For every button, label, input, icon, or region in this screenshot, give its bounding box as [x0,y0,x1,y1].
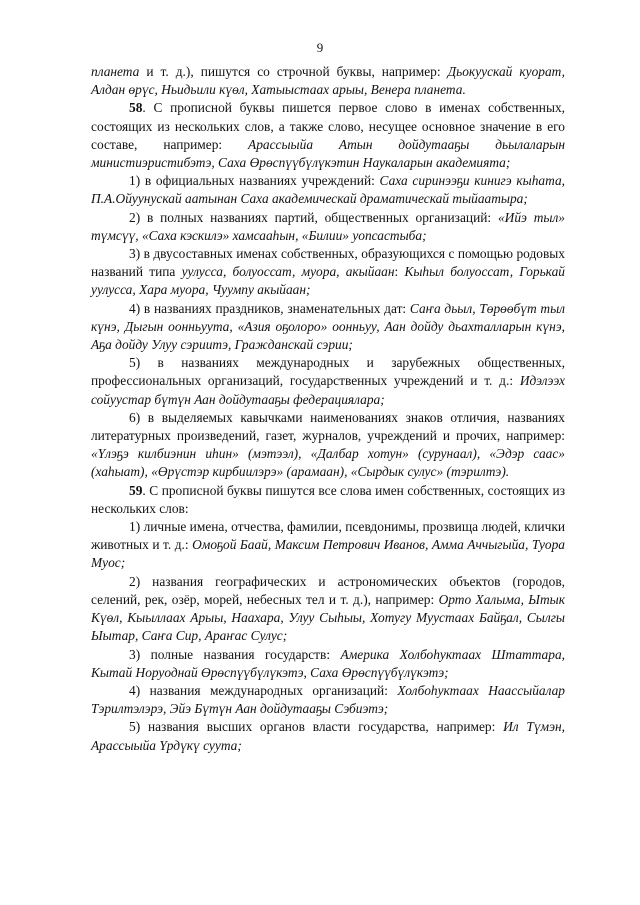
paragraph [91,646,565,682]
paragraph-text: . С прописной буквы пишется первое слово в именах собственных, состоящих из нескольких слов, а также слово, несущее основное значение в его составе, например: [91,100,565,152]
example-text: Саҥа дьыл, Төрөөбүт тыл күнэ, Дыгын оонньуута, «Азия оҕолоро» оонньуу, Аан дойду дьахталларын күнэ, Аҕа дойду Улуу сэриитэ, Гражданскай сэрии; [91,300,565,353]
example-text: Идэлээх сойуустар бүтүн Аан дойдутааҕы федерациялара; [91,373,565,407]
paragraph [91,354,565,409]
paragraph-text: 5) в названиях международных и зарубежных общественных, профессиональных организаций, государственных учреждений и т. д.: [91,355,565,389]
example-text: «Ийэ тыл» түмсүү, «Саха кэскилэ» хамсааһын, «Билии» уопсастыба; [91,209,566,243]
page-number: 9 [316,40,324,55]
paragraph-text: 2) в полных названиях партий, общественных организаций: [129,209,498,225]
example-text: Ил Түмэн, Арассыыйа Үрдүкү суута; [91,719,565,753]
paragraph [91,482,565,518]
example-text: Холбоһуктаах Наассыйалар Тэрилтэлэрэ, Эйэ Бүтүн Аан дойдутааҕы Сэбиэтэ; [91,682,565,717]
paragraph [91,718,565,754]
example-text: Америка Холбоһуктаах Штаттара, Кытай Норуоднай Өрөспүүбүлүкэтэ, Саха Өрөспүүбүлүкэтэ; [91,646,565,680]
paragraph [91,99,565,172]
paragraph-text: 3) полные названия государств: [129,646,341,662]
paragraph [91,300,565,355]
example-text: Кыһыл болуоссат, Горькай уулусса, Хара муора, Чуумпу акыйаан; [91,264,565,298]
example-text: Орто Халыма, Ытык Күөл, Кыыллаах Арыы, Наахара, Улуу Сыһыы, Хотугу Муустаах Байҕал, Сылгы Ыытар, Саҥа Сир, Араҥас Сулус; [91,591,565,644]
section-number: 58 [129,100,143,116]
paragraph-text: 4) в названиях праздников, знаменательных дат: [129,300,410,316]
paragraph [91,409,565,482]
paragraph-text: 3) в двусоставных именах собственных, образующихся с помощью родовых названий типа [91,246,565,280]
example-text: Дьокуускай куорат, Алдан өрүс, Ньидьили күөл, Хатыыстаах арыы, Венера планета. [91,64,566,98]
paragraph-text: и т. д.), пишутся со строчной буквы, например: [139,64,448,79]
paragraph [91,209,565,245]
document-body [91,63,565,755]
section-number: 59 [129,482,143,498]
paragraph-text: 1) личные имена, отчества, фамилии, псевдонимы, прозвища людей, клички животных и т. д.: [91,519,565,553]
paragraph-text: : [394,264,405,280]
example-text: Саха сиринээҕи кинигэ кыһата, П.А.Ойуунускай аатынан Саха академическай драматическай тыйаатыра; [91,173,565,207]
paragraph-text: 1) в официальных названиях учреждений: [129,173,380,189]
paragraph [91,245,565,300]
paragraph-text: 5) названия высших органов власти государства, например: [129,719,504,735]
example-text: Омоҕой Баай, Максим Петрович Иванов, Амма Аччыгыйа, Туора Муос; [91,537,565,571]
example-text: уулусса, болуоссат, муора, акыйаан [181,264,395,280]
paragraph-text: 2) названия географических и астрономических объектов (городов, селений, рек, озёр, морей, небесных тел и т. д.), например: [91,573,565,607]
paragraph-text: 4) названия международных организаций: [129,682,398,698]
example-text: «Үлэҕэ килбиэнин иһин» (мэтээл), «Далбар хотун» (сурунаал), «Эдэр саас» (хаһыат), «Өрүстэр кирбиилэрэ» (арамаан), «Сырдык сулус» (тэрилтэ). [91,446,565,480]
paragraph-text: 6) в выделяемых кавычками наименованиях знаков отличия, названиях литературных произведений, газет, журналов, учреждений и прочих, например: [91,409,565,444]
example-text: Арассыыйа Атын дойдутааҕы дьылаларын министиэристибэтэ, Саха Өрөспүүбүлүкэтин Наукаларын академията; [91,136,565,171]
paragraph [91,682,565,718]
paragraph [91,172,565,208]
example-text: планета [91,64,140,79]
paragraph-text: . С прописной буквы пишутся все слова имен собственных, состоящих из нескольких слов: [91,482,565,516]
paragraph [91,518,565,573]
paragraph [91,573,565,646]
paragraph [91,63,565,99]
